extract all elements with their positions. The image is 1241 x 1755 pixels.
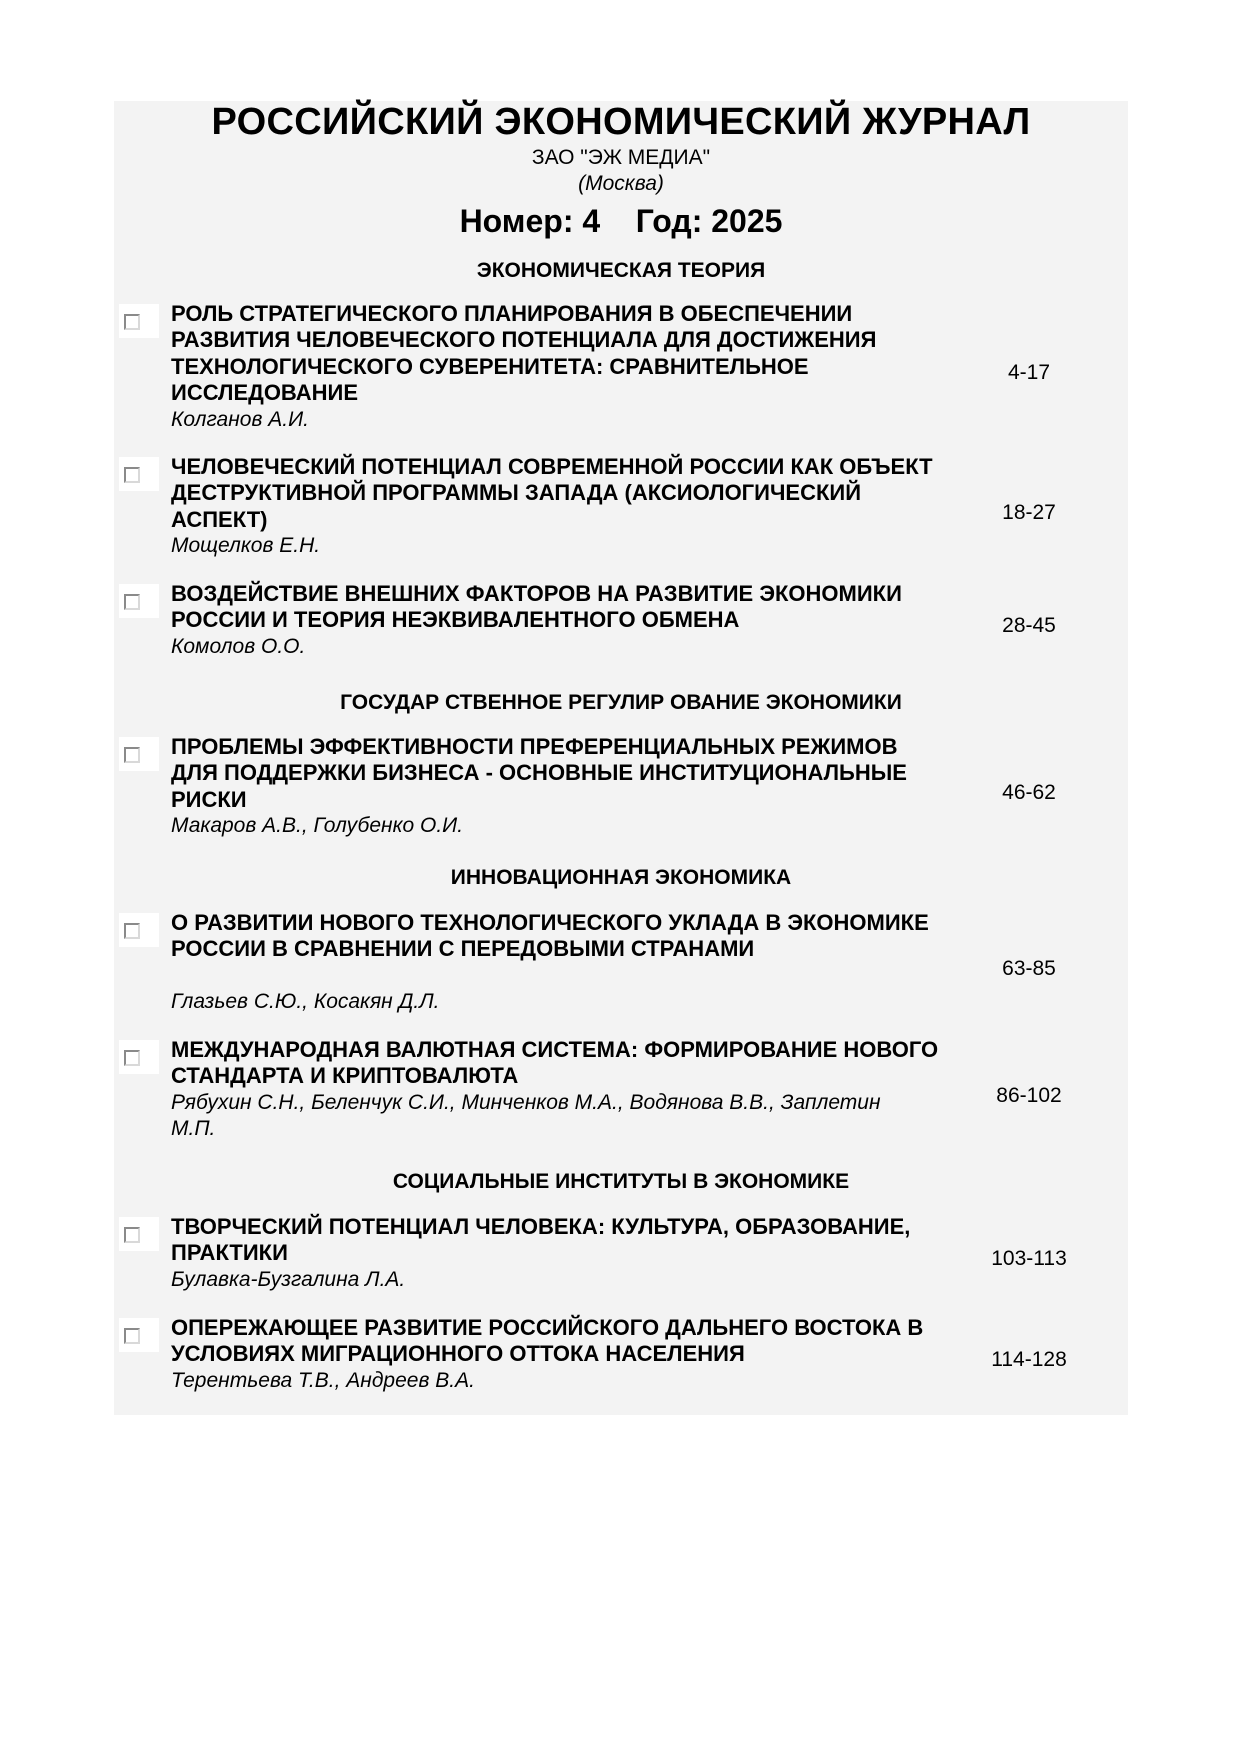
issue-label: Номер: (459, 203, 574, 239)
article-checkbox[interactable] (119, 1318, 159, 1352)
issue-number: 4 (582, 203, 601, 239)
article-pages: 86-102 (996, 1084, 1062, 1107)
checkbox-icon (124, 1328, 140, 1344)
section-title: ГОСУДАР СТВЕННОЕ РЕГУЛИР ОВАНИЕ ЭКОНОМИКИ (340, 691, 902, 714)
journal-title: РОССИЙСКИЙ ЭКОНОМИЧЕСКИЙ ЖУРНАЛ (211, 101, 1031, 143)
article-authors: Булавка-Бузгалина Л.А. (171, 1268, 406, 1291)
checkbox-icon (124, 467, 140, 483)
checkbox-icon (124, 923, 140, 939)
checkbox-icon (124, 1050, 140, 1066)
article-title[interactable]: ЧЕЛОВЕЧЕСКИЙ ПОТЕНЦИАЛ СОВРЕМЕННОЙ РОССИИ КАК ОБЪЕКТ ДЕСТРУКТИВНОЙ ПРОГРАММЫ ЗАПАДА (АКСИОЛОГИЧЕСКИЙ АСПЕКТ) (171, 454, 933, 532)
article-title[interactable]: ВОЗДЕЙСТВИЕ ВНЕШНИХ ФАКТОРОВ НА РАЗВИТИЕ ЭКОНОМИКИ РОССИИ И ТЕОРИЯ НЕЭКВИВАЛЕНТНОГО ОБМЕНА (171, 581, 902, 633)
year-label: Год: (635, 203, 703, 239)
article-checkbox[interactable] (119, 457, 159, 491)
article-checkbox[interactable] (119, 913, 159, 947)
section-title: ИННОВАЦИОННАЯ ЭКОНОМИКА (450, 866, 792, 889)
article-checkbox[interactable] (119, 304, 159, 338)
article-authors: Мощелков Е.Н. (171, 534, 321, 557)
publisher: ЗАО "ЭЖ МЕДИА" (531, 146, 711, 169)
article-checkbox[interactable] (119, 584, 159, 618)
article-checkbox[interactable] (119, 1040, 159, 1074)
article-authors: Колганов А.И. (171, 408, 309, 431)
checkbox-icon (124, 594, 140, 610)
article-title[interactable]: О РАЗВИТИИ НОВОГО ТЕХНОЛОГИЧЕСКОГО УКЛАДА В ЭКОНОМИКЕ РОССИИ В СРАВНЕНИИ С ПЕРЕДОВЫМИ СТРАНАМИ (171, 910, 929, 962)
article-authors: Глазьев С.Ю., Косакян Д.Л. (171, 990, 440, 1013)
article-pages: 63-85 (1002, 957, 1056, 980)
article-pages: 28-45 (1002, 614, 1056, 637)
article-authors: Терентьева Т.В., Андреев В.А. (171, 1369, 475, 1392)
article-authors: Макаров А.В., Голубенко О.И. (171, 814, 464, 837)
article-pages: 103-113 (991, 1247, 1067, 1270)
toc-sheet (114, 101, 1128, 1415)
article-authors: Рябухин С.Н., Беленчук С.И., Минченков М.А., Водянова В.В., Заплетин М.П. (171, 1091, 881, 1141)
article-checkbox[interactable] (119, 737, 159, 771)
article-title[interactable]: ОПЕРЕЖАЮЩЕЕ РАЗВИТИЕ РОССИЙСКОГО ДАЛЬНЕГО ВОСТОКА В УСЛОВИЯХ МИГРАЦИОННОГО ОТТОКА НАСЕЛЕНИЯ (171, 1315, 924, 1367)
article-pages: 4-17 (1007, 361, 1051, 384)
checkbox-icon (124, 747, 140, 763)
article-title[interactable]: ТВОРЧЕСКИЙ ПОТЕНЦИАЛ ЧЕЛОВЕКА: КУЛЬТУРА, ОБРАЗОВАНИЕ, ПРАКТИКИ (171, 1214, 911, 1266)
article-title[interactable]: ПРОБЛЕМЫ ЭФФЕКТИВНОСТИ ПРЕФЕРЕНЦИАЛЬНЫХ РЕЖИМОВ ДЛЯ ПОДДЕРЖКИ БИЗНЕСА - ОСНОВНЫЕ ИНСТИТУЦИОНАЛЬНЫЕ РИСКИ (171, 734, 907, 812)
article-authors: Комолов О.О. (171, 635, 306, 658)
section-title: ЭКОНОМИЧЕСКАЯ ТЕОРИЯ (476, 259, 766, 282)
article-pages: 46-62 (1002, 781, 1056, 804)
issue-line (114, 199, 1128, 243)
publisher-city: (Москва) (578, 172, 664, 195)
section-title: СОЦИАЛЬНЫЕ ИНСТИТУТЫ В ЭКОНОМИКЕ (392, 1170, 850, 1193)
issue-year: 2025 (711, 203, 783, 239)
article-title[interactable]: РОЛЬ СТРАТЕГИЧЕСКОГО ПЛАНИРОВАНИЯ В ОБЕСПЕЧЕНИИ РАЗВИТИЯ ЧЕЛОВЕЧЕСКОГО ПОТЕНЦИАЛА ДЛЯ ДОСТИЖЕНИЯ ТЕХНОЛОГИЧЕСКОГО СУВЕРЕНИТЕТА: СРАВНИТЕЛЬНОЕ ИССЛЕДОВАНИЕ (171, 301, 877, 406)
article-title[interactable]: МЕЖДУНАРОДНАЯ ВАЛЮТНАЯ СИСТЕМА: ФОРМИРОВАНИЕ НОВОГО СТАНДАРТА И КРИПТОВАЛЮТА (171, 1037, 939, 1089)
article-pages: 114-128 (991, 1348, 1067, 1371)
checkbox-icon (124, 314, 140, 330)
article-pages: 18-27 (1002, 501, 1056, 524)
article-checkbox[interactable] (119, 1217, 159, 1251)
checkbox-icon (124, 1227, 140, 1243)
